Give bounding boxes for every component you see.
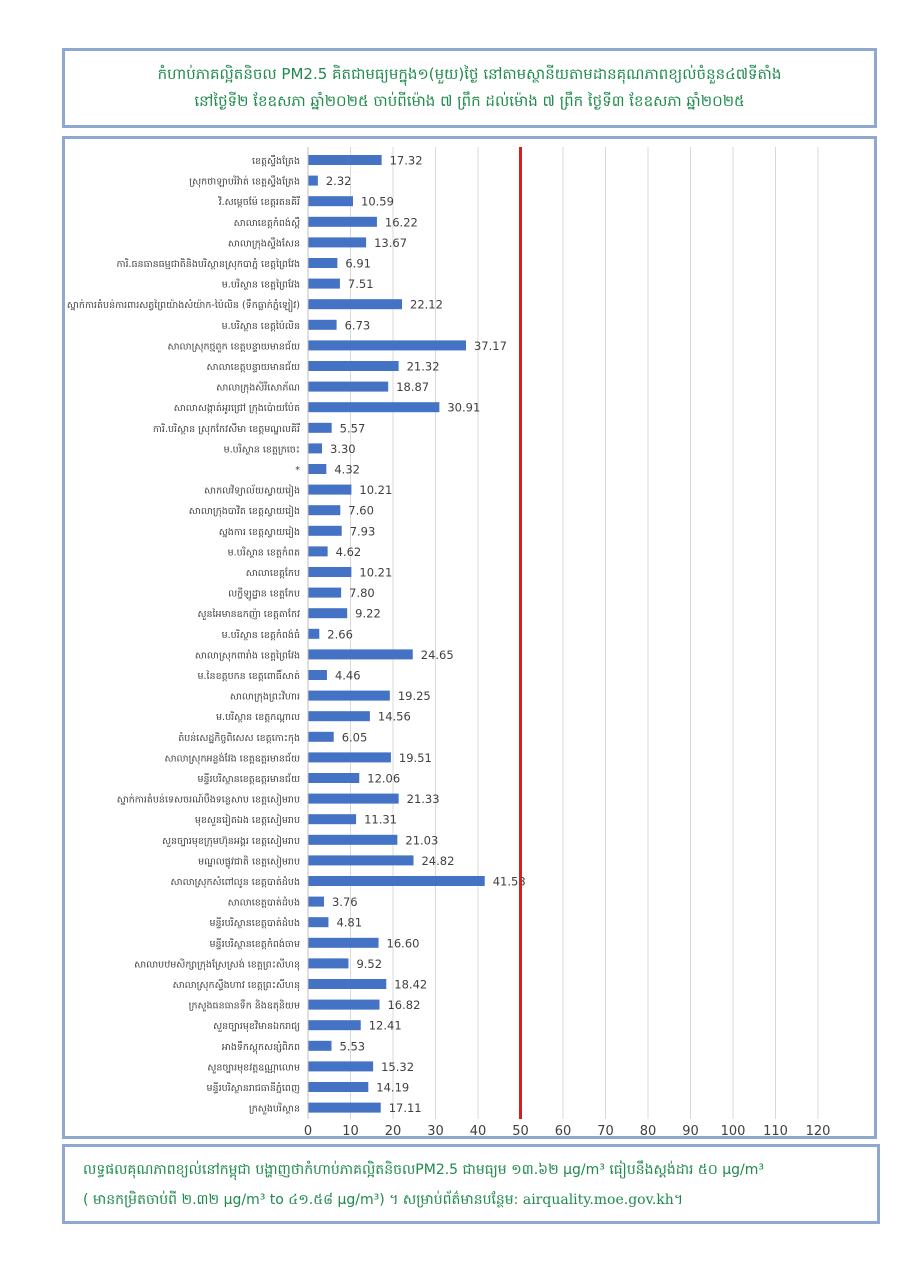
- x-tick-label: 20: [384, 1124, 402, 1139]
- bar: [308, 649, 413, 659]
- bar: [308, 1020, 361, 1030]
- bar: [308, 752, 391, 762]
- bar: [308, 1000, 379, 1010]
- chart-area: [62, 136, 877, 1139]
- bar: [308, 917, 328, 927]
- data-label: 2.32: [325, 174, 352, 189]
- data-label: 21.32: [406, 359, 440, 374]
- x-tick-label: 50: [512, 1124, 529, 1139]
- data-label: 18.87: [396, 380, 430, 395]
- category-label: ស្រុកថាឡាបរិវ៉ាត់ ខេត្តស្ទឹងត្រែង: [189, 176, 300, 188]
- category-label: ម.បរិស្ថាន ខេត្តព្រៃវែង: [221, 279, 300, 291]
- bar: [308, 773, 359, 783]
- bar: [308, 237, 366, 247]
- category-label: ម.បរិស្ថាន ខេត្តក្រចេះ: [223, 444, 300, 456]
- data-label: 7.51: [347, 277, 374, 292]
- data-label: 3.30: [330, 441, 356, 456]
- bar: [308, 464, 326, 474]
- data-label: 41.58: [492, 874, 526, 889]
- category-label: អាងទឹកស្តុកសន្សំពិភព: [221, 1041, 300, 1053]
- bar: [308, 546, 328, 556]
- data-label: 6.73: [344, 318, 371, 333]
- category-label: សាលាស្រុកអន្លង់វែង ខេត្តឧត្តរមានជ័យ: [164, 753, 300, 765]
- data-label: 5.53: [339, 1039, 366, 1054]
- chart-title-box: [62, 48, 877, 128]
- bar: [308, 443, 322, 453]
- bar: [308, 814, 356, 824]
- x-tick-label: 120: [805, 1124, 831, 1139]
- data-label: 7.60: [348, 503, 374, 518]
- summary-end-mark: ។: [673, 1192, 684, 1208]
- data-label: 10.21: [359, 483, 393, 498]
- bar: [308, 217, 377, 227]
- data-label: 4.46: [334, 668, 361, 683]
- data-label: 18.42: [394, 977, 428, 992]
- category-label: មន្ទីរបរិស្ថានខេត្តកំពង់ចាម: [209, 938, 300, 950]
- bar: [308, 711, 370, 721]
- data-label: 21.33: [406, 792, 440, 807]
- summary-line-2: [83, 1185, 859, 1215]
- category-label: សាលាក្រុងព្រះវិហារ: [229, 691, 300, 703]
- category-label: សាលាស្រុកសំពៅលូន ខេត្តបាត់ដំបង: [170, 877, 300, 888]
- data-label: 6.05: [341, 730, 368, 745]
- bar: [308, 1061, 373, 1071]
- data-label: 22.12: [410, 297, 443, 312]
- category-label: ការិ.ធនធានធម្មជាតិនិងបរិស្ថានស្រុកបាភ្នំ ខេត្តព្រៃវែង: [116, 259, 300, 270]
- category-label: សាលាខេត្តបន្ទាយមានជ័យ: [206, 362, 300, 373]
- category-label: សាលាបឋមសិក្សាក្រុងស្រែស្រង់ ខេត្តព្រះសីហនុ: [134, 959, 300, 971]
- data-label: 12.06: [367, 771, 401, 786]
- bar: [308, 958, 348, 968]
- data-label: 4.81: [336, 915, 363, 930]
- data-label: 14.19: [376, 1080, 410, 1095]
- bar: [308, 567, 351, 577]
- category-label: សួនអៃមានឧកញ៉ា ខេត្តតាកែវ: [197, 609, 300, 621]
- x-tick-label: 80: [639, 1124, 657, 1139]
- data-label: 11.31: [364, 812, 398, 827]
- category-label: សួនច្បារមុខក្រុមហ៊ុនអង្គរ ខេត្តសៀមរាប: [161, 835, 300, 847]
- x-tick-label: 0: [303, 1124, 313, 1139]
- chart-title-line-1: កំហាប់ភាគល្អិតនិចល PM2.5 គិតជាមធ្យមក្នុង១(មួយ)ថ្ងៃ នៅតាមស្ថានីយតាមដានគុណភាពខ្យល់ចំនួន៤៧ទីតាំង: [157, 65, 782, 83]
- category-label: ក្រសួងបរិស្ថាន: [248, 1103, 300, 1115]
- x-tick-label: 60: [554, 1124, 572, 1139]
- category-label: មន្ទីរបរិស្ថានខេត្តបាត់ដំបង: [209, 918, 300, 930]
- bar: [308, 299, 402, 309]
- data-label: 30.91: [447, 400, 481, 415]
- category-label: សាលាស្រុកថ្មពួក ខេត្តបន្ទាយមានជ័យ: [167, 341, 300, 353]
- bar: [308, 979, 386, 989]
- data-label: 16.82: [387, 998, 421, 1013]
- bar: [308, 588, 341, 598]
- bar: [308, 670, 327, 680]
- data-label: 24.82: [421, 853, 455, 868]
- data-label: 14.56: [377, 709, 411, 724]
- data-label: 19.25: [397, 689, 431, 704]
- bar: [308, 897, 324, 907]
- category-label: លក្ខីឡូដ្ឋាន ខេត្តកែប: [228, 588, 300, 600]
- bar: [308, 1103, 381, 1113]
- category-label: ម.បរិស្ថាន ខេត្តប៉ៃលិន: [221, 320, 300, 332]
- data-label: 4.62: [335, 544, 362, 559]
- bar: [308, 794, 399, 804]
- x-tick-label: 30: [427, 1124, 444, 1139]
- chart-title-line-2: នៅថ្ងៃទី២ ខែឧសភា ឆ្នាំ២០២៥ ចាប់ពីម៉ោង ៧ ព្រឹក ដល់ម៉ោង ៧ ព្រឹក ថ្ងៃទី៣ ខែឧសភា ឆ្នាំ២០២៥: [194, 92, 745, 110]
- bar: [308, 279, 340, 289]
- category-label: ក្រសួងធនធានទឹក និងឧតុនិយម: [188, 1000, 300, 1012]
- category-label: ការិ.បរិស្ថាន ស្រុកកែវសីមា ខេត្តមណ្ឌលគិរី: [152, 423, 300, 435]
- category-label: ម.បរិស្ថាន ខេត្តកំពង់ធំ: [221, 629, 300, 641]
- category-label: ស្នាក់ការតំបន់ការពារសត្វព្រៃយ៉ាងសំយ៉ាក-ប៉ៃលិន (ទឹកធ្លាក់ភ្នំឡៀវ): [66, 300, 300, 312]
- category-label: ម.បរិស្ថាន ខេត្តកំពត: [227, 547, 300, 559]
- data-label: 9.52: [356, 956, 383, 971]
- bar: [308, 423, 332, 433]
- category-label: សាលាក្រុងស្ទឹងសែន: [227, 238, 300, 250]
- category-label: មន្ទីរបរិស្ថានខេត្តឧត្តរមានជ័យ: [197, 774, 300, 785]
- category-label: មន្ទីរបរិស្ថានរាជធានីភ្នំពេញ: [206, 1083, 300, 1094]
- bar: [308, 732, 334, 742]
- data-label: 21.03: [405, 833, 439, 848]
- x-tick-label: 100: [720, 1124, 746, 1139]
- bar: [308, 629, 319, 639]
- bar: [308, 402, 439, 412]
- bar: [308, 382, 388, 392]
- category-label: ស្នាក់ការតំបន់ទេសចរណ៍បឹងទន្លេសាប ខេត្តសៀមរាប: [116, 794, 300, 806]
- x-tick-label: 10: [342, 1124, 359, 1139]
- category-label: សាលាស្រុកពារាំង ខេត្តព្រៃវែង: [194, 650, 300, 662]
- category-label: សាលាក្រុងបាវិត ខេត្តស្វាយរៀង: [188, 506, 300, 518]
- category-label: សាលាសង្កាត់អូរជ្រៅ ក្រុងប៉ោយប៉ែត: [173, 403, 300, 415]
- data-label: 13.67: [374, 235, 408, 250]
- data-label: 3.76: [331, 895, 358, 910]
- category-label: សាលាខេត្តកែប: [245, 568, 300, 579]
- x-tick-label: 70: [597, 1124, 614, 1139]
- data-label: 16.22: [384, 215, 418, 230]
- bar: [308, 258, 337, 268]
- category-label: មណ្ឌលផ្លូវជាតិ ខេត្តសៀមរាប: [198, 856, 300, 868]
- data-label: 4.32: [334, 462, 360, 477]
- bar: [308, 876, 485, 886]
- category-label: សួនច្បារមុខវិមានឯករាជ្យ: [213, 1021, 300, 1033]
- category-label: ម.បរិស្ថាន ខេត្តកណ្តាល: [216, 712, 300, 724]
- bar: [308, 485, 351, 495]
- category-label: ស្នងការ ខេត្តស្វាយរៀង: [218, 526, 300, 538]
- x-tick-label: 110: [763, 1124, 788, 1139]
- bar: [308, 691, 390, 701]
- bar: [308, 1082, 368, 1092]
- data-label: 37.17: [473, 338, 507, 353]
- category-label: *: [295, 465, 300, 476]
- data-label: 12.41: [368, 1018, 402, 1033]
- data-label: 10.21: [359, 565, 393, 580]
- bar: [308, 526, 342, 536]
- category-label: សាលាស្រុកស្ទឹងហាវ ខេត្តព្រះសីហនុ: [172, 980, 300, 991]
- data-label: 9.22: [355, 606, 381, 621]
- x-tick-label: 40: [469, 1124, 487, 1139]
- bar: [308, 320, 337, 330]
- bar: [308, 1041, 332, 1051]
- data-label: 15.32: [381, 1059, 415, 1074]
- category-label: ម.នៃខត្តបកន ខេត្តពោធិ៍សាត់: [197, 671, 300, 682]
- data-label: 10.59: [361, 194, 394, 209]
- summary-range-text: ( មានកម្រិតចាប់ពី ២.៣២ µg/m³ to ៤១.៥៨ µg/m³) ។ សម្រាប់ព័ត៌មានបន្ថែម:: [83, 1192, 523, 1208]
- x-tick-label: 90: [682, 1124, 699, 1139]
- bar: [308, 155, 382, 165]
- data-label: 7.80: [349, 586, 375, 601]
- category-label: ខេត្តស្ទឹងត្រែង: [251, 156, 300, 167]
- category-label: វិ.សម្តេចម៉ែ ខេត្តរតនគិរី: [218, 197, 300, 209]
- bar: [308, 196, 353, 206]
- summary-line-1: លទ្ធផលគុណភាពខ្យល់នៅកម្ពុជា បង្ហាញថាកំហាប់ភាគល្អិតនិចលPM2.5 ជាមធ្យម ១៣.៦២ µg/m³ ធៀបនឹងស្តង់ដារ ៥០ µg/m³: [83, 1162, 764, 1178]
- category-label: សាលាក្រុងសិរីសោភ័ណ: [216, 382, 300, 394]
- bar: [308, 835, 397, 845]
- category-label: សាលាខេត្តបាត់ដំបង: [227, 897, 300, 909]
- data-label: 19.51: [398, 750, 432, 765]
- category-label: សួនច្បារមុខវត្តឧណ្ណាលោម: [207, 1062, 300, 1074]
- data-label: 16.60: [386, 936, 420, 951]
- bar: [308, 340, 466, 350]
- bar: [308, 505, 340, 515]
- bar: [308, 938, 379, 948]
- data-label: 7.93: [349, 524, 376, 539]
- data-label: 2.66: [327, 627, 353, 642]
- airquality-link[interactable]: airquality.moe.gov.kh: [522, 1192, 674, 1208]
- bar: [308, 608, 347, 618]
- category-label: មុខសួនរៀតឯង ខេត្តសៀមរាប: [194, 815, 300, 827]
- category-label: សាលាខេត្តកំពង់ស្ពឺ: [233, 217, 300, 229]
- data-label: 17.11: [388, 1101, 422, 1116]
- pm25-bar-chart: [65, 139, 880, 1142]
- bar: [308, 855, 413, 865]
- data-label: 6.91: [345, 256, 371, 271]
- data-label: 5.57: [339, 421, 366, 436]
- summary-box: [62, 1144, 880, 1224]
- bar: [308, 361, 399, 371]
- category-label: តំបន់សេដ្ឋកិច្ចពិសេស ខេត្តកោះកុង: [178, 732, 300, 744]
- data-label: 17.32: [389, 153, 423, 168]
- data-label: 24.65: [420, 647, 454, 662]
- bar: [308, 176, 318, 186]
- category-label: សាកលវិទ្យាល័យស្វាយរៀង: [204, 485, 300, 497]
